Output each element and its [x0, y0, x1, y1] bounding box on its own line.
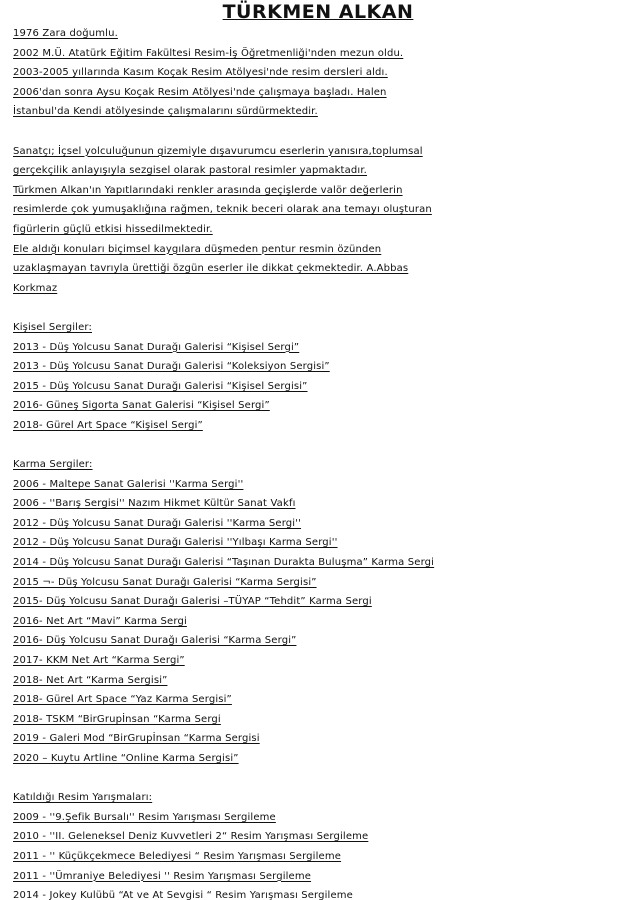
group-exhibition-item: 2016- Düş Yolcusu Sanat Durağı Galerisi “Karma Sergi” [13, 635, 297, 647]
group-exhibition-item: 2018- Net Art “Karma Sergisi” [13, 674, 168, 686]
group-exhibition-item: 2019 - Galeri Mod “BirGrupİnsan “Karma Sergisi [13, 733, 260, 745]
group-exhibition-item: 2006 - Maltepe Sanat Galerisi ''Karma Sergi'' [13, 478, 244, 490]
bio-line: 2006'dan sonra Aysu Koçak Resim Atölyesi'nde çalışmaya başladı. Halen [13, 86, 387, 98]
document-body [0, 24, 636, 900]
group-exhibition-item: 2018- Gürel Art Space “Yaz Karma Sergisi” [13, 694, 232, 706]
statement-line: Türkmen Alkan'ın Yapıtlarındaki renkler arasında geçişlerde valör değerlerin [13, 184, 403, 196]
statement-line: gerçekçilik anlayışıyla sezgisel olarak pastoral resimler yapmaktadır. [13, 165, 368, 177]
group-exhibition-item: 2018- TSKM “BirGrupİnsan “Karma Sergi [13, 713, 221, 725]
group-exhibition-item: 2015- Düş Yolcusu Sanat Durağı Galerisi –TÜYAP “Tehdit” Karma Sergi [13, 596, 372, 608]
statement-line: uzaklaşmayan tavrıyla ürettiği özgün eserler ile dikkat çekmektedir. A.Abbas [13, 263, 409, 275]
competition-item: 2014 - Jokey Kulübü “At ve At Sevgisi “ Resim Yarışması Sergileme [13, 890, 353, 900]
solo-exhibition-item: 2015 - Düş Yolcusu Sanat Durağı Galerisi “Kişisel Sergisi” [13, 380, 308, 392]
document-title: TÜRKMEN ALKAN [222, 1, 414, 23]
group-exhibition-item: 2016- Net Art “Mavi” Karma Sergi [13, 615, 187, 627]
statement-line: Ele aldığı konuları biçimsel kaygılara düşmeden pentur resmin özünden [13, 243, 382, 255]
spacer [13, 122, 636, 142]
group-exhibition-item: 2014 - Düş Yolcusu Sanat Durağı Galerisi “Taşınan Durakta Buluşma” Karma Sergi [13, 557, 435, 569]
group-exhibition-item: 2012 - Düş Yolcusu Sanat Durağı Galerisi ''Yılbaşı Karma Sergi'' [13, 537, 338, 549]
spacer [13, 769, 636, 789]
bio-line: 2002 M.Ü. Atatürk Eğitim Fakültesi Resim-İş Öğretmenliği'nden mezun oldu. [13, 47, 404, 59]
competition-item: 2009 - ''9.Şefik Bursalı'' Resim Yarışması Sergileme [13, 811, 276, 823]
solo-exhibition-item: 2016- Güneş Sigorta Sanat Galerisi “Kişisel Sergi” [13, 400, 270, 412]
competition-item: 2011 - ''Ümraniye Belediyesi '' Resim Yarışması Sergileme [13, 870, 312, 882]
group-exhibition-item: 2012 - Düş Yolcusu Sanat Durağı Galerisi ''Karma Sergi'' [13, 517, 302, 529]
group-exhibition-item: 2020 – Kuytu Artline “Online Karma Sergisi” [13, 752, 239, 764]
group-exhibition-item: 2015 ¬- Düş Yolcusu Sanat Durağı Galerisi “Karma Sergisi” [13, 576, 317, 588]
statement-line: Korkmaz [13, 282, 58, 294]
group-exhibition-item: 2017- KKM Net Art “Karma Sergi” [13, 655, 185, 666]
competition-item: 2011 - '' Küçükçekmece Belediyesi “ Resim Yarışması Sergileme [13, 850, 342, 862]
solo-exhibition-item: 2013 - Düş Yolcusu Sanat Durağı Galerisi “Kişisel Sergi” [13, 341, 300, 353]
spacer [13, 298, 636, 318]
statement-line: figürlerin güçlü etkisi hissedilmektedir. [13, 223, 213, 235]
competitions-heading: Katıldığı Resim Yarışmaları: [13, 792, 153, 804]
solo-exhibition-item: 2018- Gürel Art Space “Kişisel Sergi” [13, 419, 203, 431]
solo-exhibitions-heading: Kişisel Sergiler: [13, 321, 92, 333]
group-exhibition-item: 2006 - ''Barış Sergisi'' Nazım Hikmet Kültür Sanat Vakfı [13, 498, 296, 510]
statement-line: Sanatçı; İçsel yolculuğunun gizemiyle dışavurumcu eserlerin yanısıra,toplumsal [13, 145, 423, 157]
bio-line: 1976 Zara doğumlu. [13, 28, 118, 39]
statement-line: resimlerde çok yumuşaklığına rağmen, teknik beceri olarak ana temayı oluşturan [13, 204, 432, 216]
group-exhibitions-heading: Karma Sergiler: [13, 459, 93, 471]
solo-exhibition-item: 2013 - Düş Yolcusu Sanat Durağı Galerisi “Koleksiyon Sergisi” [13, 361, 330, 373]
bio-line: 2003-2005 yıllarında Kasım Koçak Resim Atölyesi'nde resim dersleri aldı. [13, 67, 388, 79]
spacer [13, 435, 636, 455]
bio-line: İstanbul'da Kendi atölyesinde çalışmalarını sürdürmektedir. [13, 106, 318, 118]
competition-item: 2010 - ''II. Geleneksel Deniz Kuvvetleri 2“ Resim Yarışması Sergileme [13, 831, 369, 843]
